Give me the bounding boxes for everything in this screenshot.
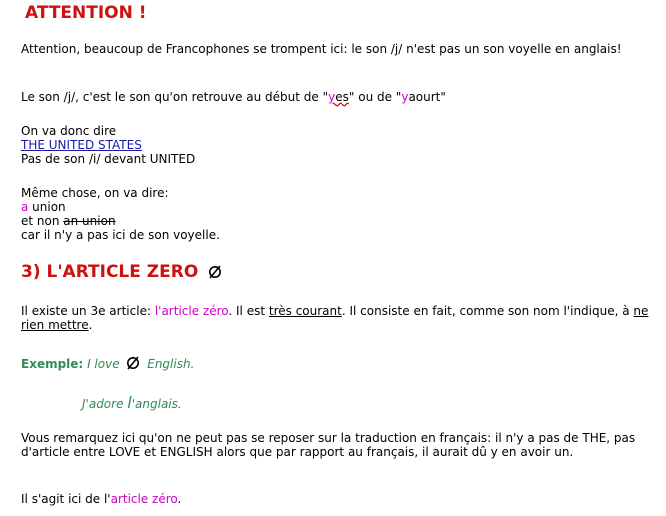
p3-d: . xyxy=(88,318,93,332)
section3-title: 3) L'ARTICLE ZERO xyxy=(21,262,199,282)
yes-yaourt-paragraph xyxy=(21,90,652,104)
translation-l: l xyxy=(127,393,132,412)
article-zero-paragraph xyxy=(21,304,652,332)
attention-heading: ATTENTION ! xyxy=(25,3,147,23)
union-reason: car il n'y a pas ici de son voyelle. xyxy=(21,228,220,242)
example-translation xyxy=(82,393,652,412)
example-label: Exemple: xyxy=(21,357,84,371)
ne-rien-mettre: ne rien mettre xyxy=(21,304,649,332)
p3-c: . Il consiste en fait, comme son nom l'indique, à xyxy=(341,304,634,318)
yes-es: es xyxy=(335,90,349,104)
yes-word xyxy=(328,90,349,104)
united-note: Pas de son /i/ devant UNITED xyxy=(21,152,196,166)
yaourt-y: y xyxy=(401,90,409,104)
closing-paragraph: Vous remarquez ici qu'on ne peut pas se reposer sur la traduction en français: il n'y a pas de THE, pas d'article entre LOVE et ENGLISH alors que par rapport au français, il aurait dû y en avoir un. xyxy=(21,431,636,459)
example-line xyxy=(21,356,652,371)
union-correct xyxy=(21,200,652,214)
p3-b: . Il est xyxy=(228,304,269,318)
union-word: union xyxy=(28,200,66,214)
final-article-zero: article zéro xyxy=(110,492,178,506)
union-intro: Même chose, on va dire: xyxy=(21,186,169,200)
article-a: a xyxy=(21,200,29,214)
p2-text-b: " ou de " xyxy=(348,90,402,104)
union-block xyxy=(21,186,652,242)
yaourt-rest: aourt" xyxy=(408,90,446,104)
attention-paragraph: Attention, beaucoup de Francophones se trompent ici: le son /j/ n'est pas un son voyelle en anglais! xyxy=(21,42,622,56)
article-zero-highlight: l'article zéro xyxy=(154,304,229,318)
yes-y: y xyxy=(328,90,336,104)
example-english: English. xyxy=(147,357,195,371)
et-non: et non xyxy=(21,214,64,228)
section3-heading xyxy=(21,262,652,282)
tres-courant: très courant xyxy=(268,304,342,318)
union-wrong xyxy=(21,214,652,228)
united-states-link[interactable]: THE UNITED STATES xyxy=(21,138,142,152)
an-union-struck: an union xyxy=(63,214,116,228)
united-intro: On va donc dire xyxy=(21,124,117,138)
example-i-love: I love xyxy=(87,357,120,371)
final-a: Il s'agit ici de l' xyxy=(21,492,111,506)
empty-set-icon xyxy=(208,265,222,279)
p3-a: Il existe un 3e article: xyxy=(21,304,155,318)
final-line xyxy=(21,492,652,506)
united-block xyxy=(21,124,652,166)
empty-set-icon xyxy=(126,356,140,370)
translation-anglais: 'anglais. xyxy=(131,397,182,411)
translation-j-adore: J'adore xyxy=(82,397,128,411)
p2-text-a: Le son /j/, c'est le son qu'on retrouve au début de " xyxy=(21,90,329,104)
final-b: . xyxy=(177,492,182,506)
